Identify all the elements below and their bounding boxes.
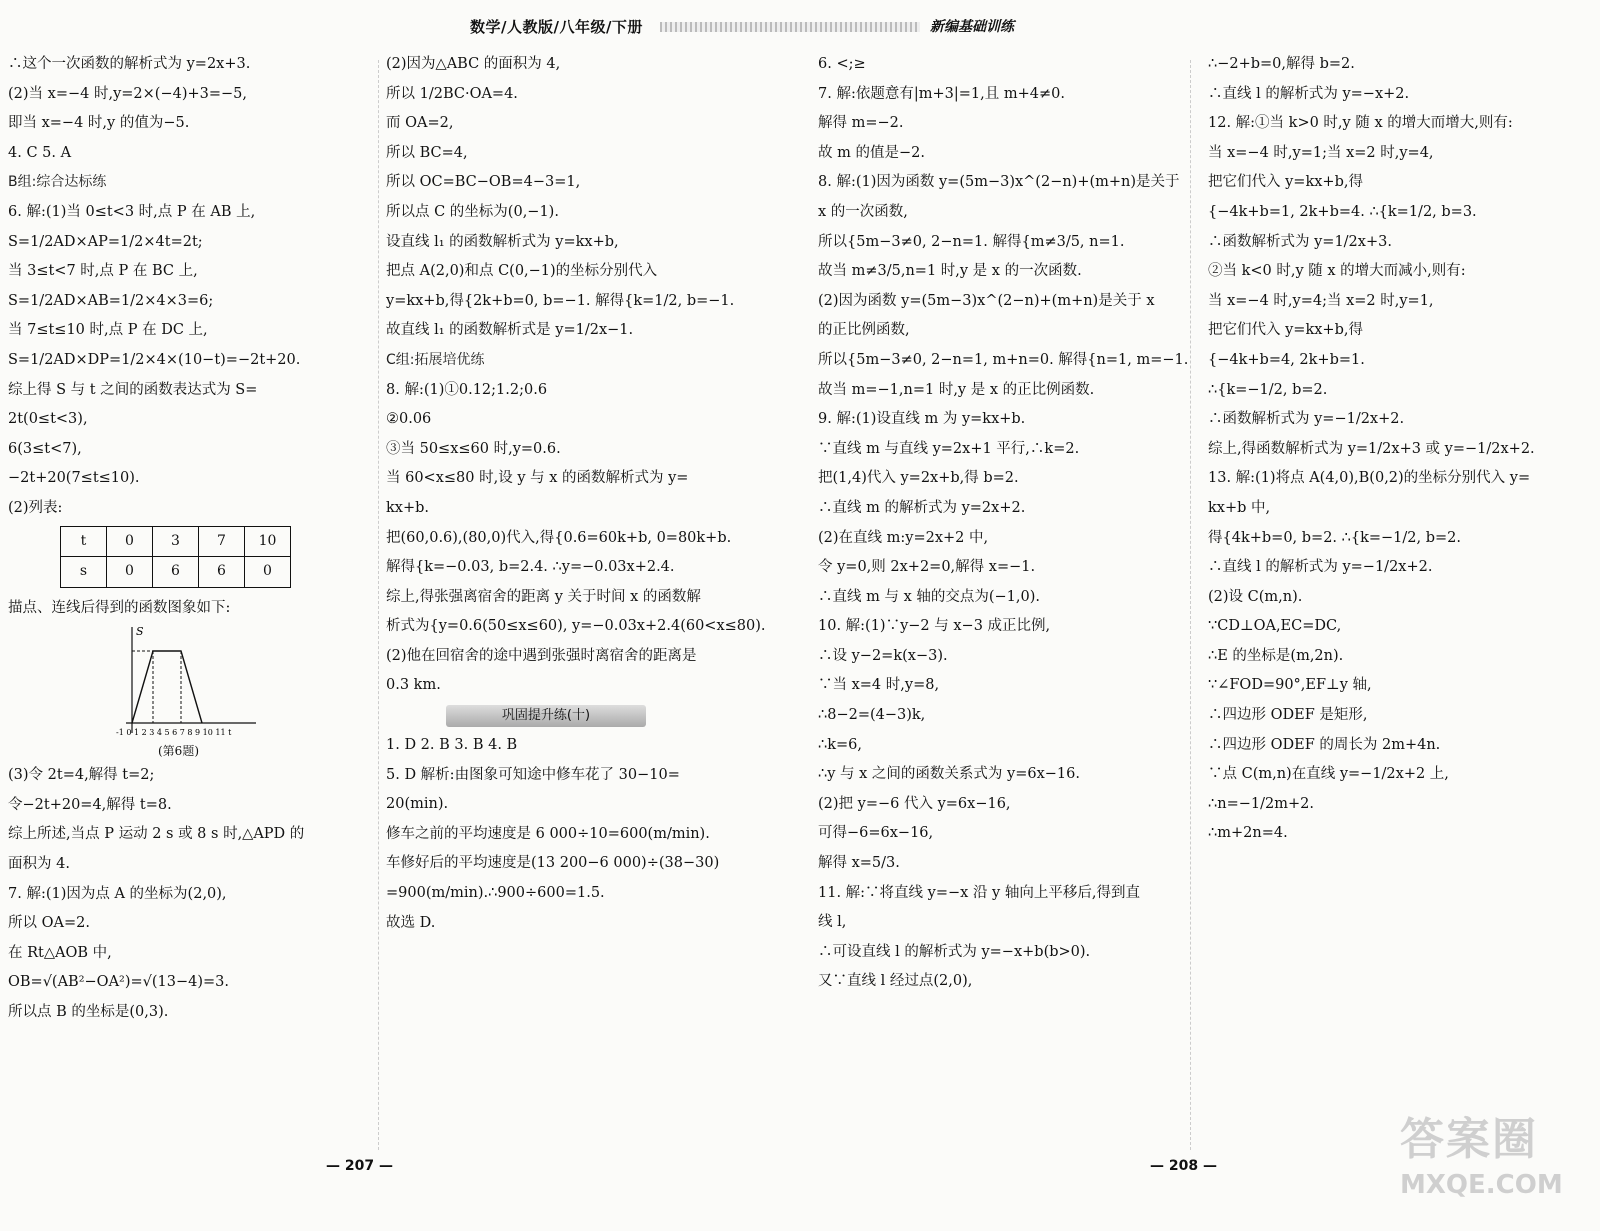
header-brand: 新编基础训练 bbox=[930, 19, 1014, 35]
text-line: 解得 x=5/3. bbox=[818, 855, 900, 872]
text-line: (2)设 C(m,n). bbox=[1208, 588, 1303, 605]
text-line: ∴直线 m 与 x 轴的交点为(−1,0). bbox=[818, 588, 1040, 605]
text-line: 4. C 5. A bbox=[8, 144, 72, 161]
text-line: (2)因为函数 y=(5m−3)x^(2−n)+(m+n)是关于 x bbox=[818, 292, 1155, 309]
table-cell: 3 bbox=[153, 526, 199, 557]
x-ticks-label: -1 0 1 2 3 4 5 6 7 8 9 10 11 t bbox=[116, 728, 232, 738]
text-line: 故 m 的值是−2. bbox=[818, 144, 925, 161]
text-line: 8. 解:(1)因为函数 y=(5m−3)x^(2−n)+(m+n)是关于 bbox=[818, 174, 1180, 191]
text-line: ∴函数解析式为 y=1/2x+3. bbox=[1208, 233, 1392, 250]
text-line: 当 x=−4 时,y=4;当 x=2 时,y=1, bbox=[1208, 292, 1434, 309]
text-line: 故直线 l₁ 的函数解析式是 y=1/2x−1. bbox=[386, 322, 634, 339]
text-line: ∵∠FOD=90°,EF⊥y 轴, bbox=[1208, 677, 1372, 694]
watermark-logo bbox=[1400, 1112, 1590, 1230]
table-cell: 0 bbox=[245, 557, 291, 588]
text-line: (2)列表: bbox=[8, 499, 63, 516]
table-cell: 0 bbox=[107, 557, 153, 588]
text-line: 综上,得张强离宿舍的距离 y 关于时间 x 的函数解 bbox=[386, 588, 701, 605]
header-decor-bar bbox=[660, 22, 920, 32]
text-line: ∴四边形 ODEF 的周长为 2m+4n. bbox=[1208, 736, 1441, 753]
values-table bbox=[60, 526, 368, 588]
text-line: 解得{k=−0.03, b=2.4. ∴y=−0.03x+2.4. bbox=[386, 559, 675, 576]
text-line: ∴四边形 ODEF 是矩形, bbox=[1208, 707, 1368, 724]
text-line: ∴可设直线 l 的解析式为 y=−x+b(b>0). bbox=[818, 943, 1091, 960]
text-line: {−4k+b=1, 2k+b=4. ∴{k=1/2, b=3. bbox=[1208, 203, 1477, 220]
text-line: 6. 解:(1)当 0≤t<3 时,点 P 在 AB 上, bbox=[8, 203, 256, 220]
text-line: ②0.06 bbox=[386, 411, 432, 428]
text-line: ②当 k<0 时,y 随 x 的增大而减小,则有: bbox=[1208, 263, 1466, 280]
text-line: 故当 m≠3/5,n=1 时,y 是 x 的一次函数. bbox=[818, 263, 1082, 280]
text-line: 令 y=0,则 2x+2=0,解得 x=−1. bbox=[818, 559, 1036, 576]
page-number-right: — 208 — bbox=[1150, 1158, 1217, 1174]
page-number-left: — 207 — bbox=[326, 1158, 393, 1174]
column-1 bbox=[8, 50, 368, 1028]
text-line: ∴−2+b=0,解得 b=2. bbox=[1208, 56, 1355, 72]
text-line: ∴设 y−2=k(x−3). bbox=[818, 647, 948, 664]
text-line: ∴直线 m 的解析式为 y=2x+2. bbox=[818, 499, 1026, 516]
text-line: 7. 解:依题意有|m+3|=1,且 m+4≠0. bbox=[818, 85, 1065, 102]
text-line: (2)把 y=−6 代入 y=6x−16, bbox=[818, 795, 1011, 812]
section-banner: 巩固提升练(十) bbox=[446, 705, 646, 727]
text-line: C组:拓展培优练 bbox=[386, 351, 485, 368]
text-line: 解得 m=−2. bbox=[818, 115, 904, 132]
text-line: 故选 D. bbox=[386, 914, 436, 931]
text-line: ∴直线 l 的解析式为 y=−x+2. bbox=[1208, 85, 1410, 102]
text-line: {−4k+b=4, 2k+b=1. bbox=[1208, 351, 1365, 368]
text-line: 2t(0≤t<3), bbox=[8, 411, 88, 428]
text-line: 当 x=−4 时,y=1;当 x=2 时,y=4, bbox=[1208, 144, 1434, 161]
watermark-url: MXQE.COM bbox=[1400, 1170, 1563, 1200]
text-line: 线 l, bbox=[818, 914, 847, 931]
text-line: ∴直线 l 的解析式为 y=−1/2x+2. bbox=[1208, 559, 1433, 576]
text-line: B组:综合达标练 bbox=[8, 174, 107, 191]
text-line: 综上,得函数解析式为 y=1/2x+3 或 y=−1/2x+2. bbox=[1208, 440, 1535, 457]
function-graph-figure bbox=[108, 623, 258, 741]
text-line: (2)在直线 m:y=2x+2 中, bbox=[818, 529, 989, 546]
column-divider bbox=[378, 60, 380, 1150]
column-3 bbox=[818, 50, 1188, 997]
text-line: OB=√(AB²−OA²)=√(13−4)=3. bbox=[8, 974, 230, 991]
table-cell: 0 bbox=[107, 526, 153, 557]
text-line: 20(min). bbox=[386, 796, 449, 813]
text-line: 故当 m=−1,n=1 时,y 是 x 的正比例函数. bbox=[818, 381, 1095, 398]
text-line: ③当 50≤x≤60 时,y=0.6. bbox=[386, 440, 561, 457]
header-title: 数学/人教版/八年级/下册 bbox=[470, 18, 643, 36]
text-line: ∵当 x=4 时,y=8, bbox=[818, 677, 940, 694]
text-line: 当 3≤t<7 时,点 P 在 BC 上, bbox=[8, 263, 198, 280]
text-line: 1. D 2. B 3. B 4. B bbox=[386, 737, 518, 754]
text-line: ∴{k=−1/2, b=2. bbox=[1208, 381, 1328, 398]
text-line: (2)因为△ABC 的面积为 4, bbox=[386, 56, 561, 72]
text-line: 而 OA=2, bbox=[386, 115, 454, 132]
text-line: ∴n=−1/2m+2. bbox=[1208, 795, 1314, 812]
text-line: −2t+20(7≤t≤10). bbox=[8, 470, 140, 487]
text-line: ∵直线 m 与直线 y=2x+1 平行,∴k=2. bbox=[818, 440, 1080, 457]
table-row bbox=[61, 526, 291, 557]
function-graph bbox=[108, 623, 258, 741]
text-line: (2)他在回宿舍的途中遇到张强时离宿舍的距离是 bbox=[386, 647, 697, 664]
column-2 bbox=[386, 50, 766, 938]
text-line: 12. 解:①当 k>0 时,y 随 x 的增大而增大,则有: bbox=[1208, 115, 1513, 132]
text-line: S=1/2AD×AB=1/2×4×3=6; bbox=[8, 292, 214, 309]
text-line: 车修好后的平均速度是(13 200−6 000)÷(38−30) bbox=[386, 855, 720, 872]
column-divider bbox=[1190, 60, 1192, 1150]
text-line: 所以{5m−3≠0, 2−n=1. 解得{m≠3/5, n=1. bbox=[818, 233, 1125, 250]
text-line: ∵CD⊥OA,EC=DC, bbox=[1208, 618, 1342, 635]
column-4 bbox=[1208, 50, 1593, 849]
text-line: 13. 解:(1)将点 A(4,0),B(0,2)的坐标分别代入 y= bbox=[1208, 470, 1531, 487]
watermark-text: 答案圈 bbox=[1400, 1114, 1538, 1165]
text-line: ∴函数解析式为 y=−1/2x+2. bbox=[1208, 411, 1405, 428]
text-line: 可得−6=6x−16, bbox=[818, 825, 934, 842]
text-line: y=kx+b,得{2k+b=0, b=−1. 解得{k=1/2, b=−1. bbox=[386, 292, 735, 309]
table-cell: 10 bbox=[245, 526, 291, 557]
text-line: 5. D 解析:由图象可知途中修车花了 30−10= bbox=[386, 766, 680, 783]
text-line: 6. <;≥ bbox=[818, 56, 866, 72]
text-line: ∴k=6, bbox=[818, 736, 862, 753]
text-line: 即当 x=−4 时,y 的值为−5. bbox=[8, 115, 190, 132]
text-line: x 的一次函数, bbox=[818, 203, 908, 220]
text-line: 所以点 C 的坐标为(0,−1). bbox=[386, 203, 559, 220]
text-line: =900(m/min).∴900÷600=1.5. bbox=[386, 885, 605, 902]
text-line: 把(60,0.6),(80,0)代入,得{0.6=60k+b, 0=80k+b. bbox=[386, 529, 732, 546]
table-cell: s bbox=[61, 557, 107, 588]
text-line: 所以 OC=BC−OB=4−3=1, bbox=[386, 174, 581, 191]
text-line: 综上得 S 与 t 之间的函数表达式为 S= bbox=[8, 381, 258, 398]
text-line: S=1/2AD×AP=1/2×4t=2t; bbox=[8, 233, 203, 250]
text-line: 又∵直线 l 经过点(2,0), bbox=[818, 973, 973, 990]
graph-line bbox=[132, 651, 202, 723]
text-line: 所以 1/2BC·OA=4. bbox=[386, 85, 518, 102]
text-line: 6(3≤t<7), bbox=[8, 440, 82, 457]
text-line: kx+b 中, bbox=[1208, 499, 1271, 516]
text-line: 在 Rt△AOB 中, bbox=[8, 944, 112, 961]
text-line: ∴E 的坐标是(m,2n). bbox=[1208, 647, 1344, 664]
table-row bbox=[61, 557, 291, 588]
text-line: 综上所述,当点 P 运动 2 s 或 8 s 时,△APD 的 bbox=[8, 826, 305, 843]
text-line: 把它们代入 y=kx+b,得 bbox=[1208, 322, 1363, 339]
text-line: 所以点 B 的坐标是(0,3). bbox=[8, 1004, 169, 1021]
text-line: 把它们代入 y=kx+b,得 bbox=[1208, 174, 1363, 191]
table-cell: t bbox=[61, 526, 107, 557]
text-line: 所以{5m−3≠0, 2−n=1, m+n=0. 解得{n=1, m=−1. bbox=[818, 351, 1189, 368]
text-line: ∴m+2n=4. bbox=[1208, 825, 1288, 842]
text-line: 所以 OA=2. bbox=[8, 915, 90, 932]
text-line: ∴这个一次函数的解析式为 y=2x+3. bbox=[8, 56, 251, 72]
text-line: ∵点 C(m,n)在直线 y=−1/2x+2 上, bbox=[1208, 766, 1449, 783]
text-line: (2)当 x=−4 时,y=2×(−4)+3=−5, bbox=[8, 85, 247, 102]
text-line: 面积为 4. bbox=[8, 856, 70, 873]
text-line: 8. 解:(1)①0.12;1.2;0.6 bbox=[386, 381, 548, 398]
text-line: 修车之前的平均速度是 6 000÷10=600(m/min). bbox=[386, 825, 710, 842]
table-cell: 6 bbox=[199, 557, 245, 588]
text-line: 所以 BC=4, bbox=[386, 144, 468, 161]
text-line: 9. 解:(1)设直线 m 为 y=kx+b. bbox=[818, 411, 1026, 428]
text-line: 令−2t+20=4,解得 t=8. bbox=[8, 796, 172, 813]
text-line: (3)令 2t=4,解得 t=2; bbox=[8, 767, 155, 784]
text-line: 把点 A(2,0)和点 C(0,−1)的坐标分别代入 bbox=[386, 263, 658, 280]
text-line: ∴8−2=(4−3)k, bbox=[818, 707, 926, 724]
text-line: 当 60<x≤80 时,设 y 与 x 的函数解析式为 y= bbox=[386, 470, 689, 487]
text-line: 析式为{y=0.6(50≤x≤60), y=−0.03x+2.4(60<x≤80). bbox=[386, 618, 766, 635]
text-line: 当 7≤t≤10 时,点 P 在 DC 上, bbox=[8, 322, 208, 339]
table-cell: 7 bbox=[199, 526, 245, 557]
table-cell: 6 bbox=[153, 557, 199, 588]
text-line: 设直线 l₁ 的函数解析式为 y=kx+b, bbox=[386, 233, 619, 250]
text-line: kx+b. bbox=[386, 499, 430, 516]
text-line: 10. 解:(1)∵y−2 与 x−3 成正比例, bbox=[818, 618, 1051, 635]
page-header bbox=[470, 16, 1030, 38]
figure-caption: (第6题) bbox=[158, 744, 199, 759]
text-line: S=1/2AD×DP=1/2×4×(10−t)=−2t+20. bbox=[8, 351, 301, 368]
text-line: 0.3 km. bbox=[386, 677, 441, 694]
y-axis-label: S bbox=[136, 625, 144, 639]
text-line: ∴y 与 x 之间的函数关系式为 y=6x−16. bbox=[818, 766, 1080, 783]
text-line: 7. 解:(1)因为点 A 的坐标为(2,0), bbox=[8, 885, 227, 902]
text-line: 描点、连线后得到的函数图象如下: bbox=[8, 599, 231, 616]
text-line: 11. 解:∵将直线 y=−x 沿 y 轴向上平移后,得到直 bbox=[818, 884, 1140, 901]
text-line: 的正比例函数, bbox=[818, 322, 910, 339]
text-line: 得{4k+b=0, b=2. ∴{k=−1/2, b=2. bbox=[1208, 529, 1461, 546]
text-line: 把(1,4)代入 y=2x+b,得 b=2. bbox=[818, 470, 1019, 487]
